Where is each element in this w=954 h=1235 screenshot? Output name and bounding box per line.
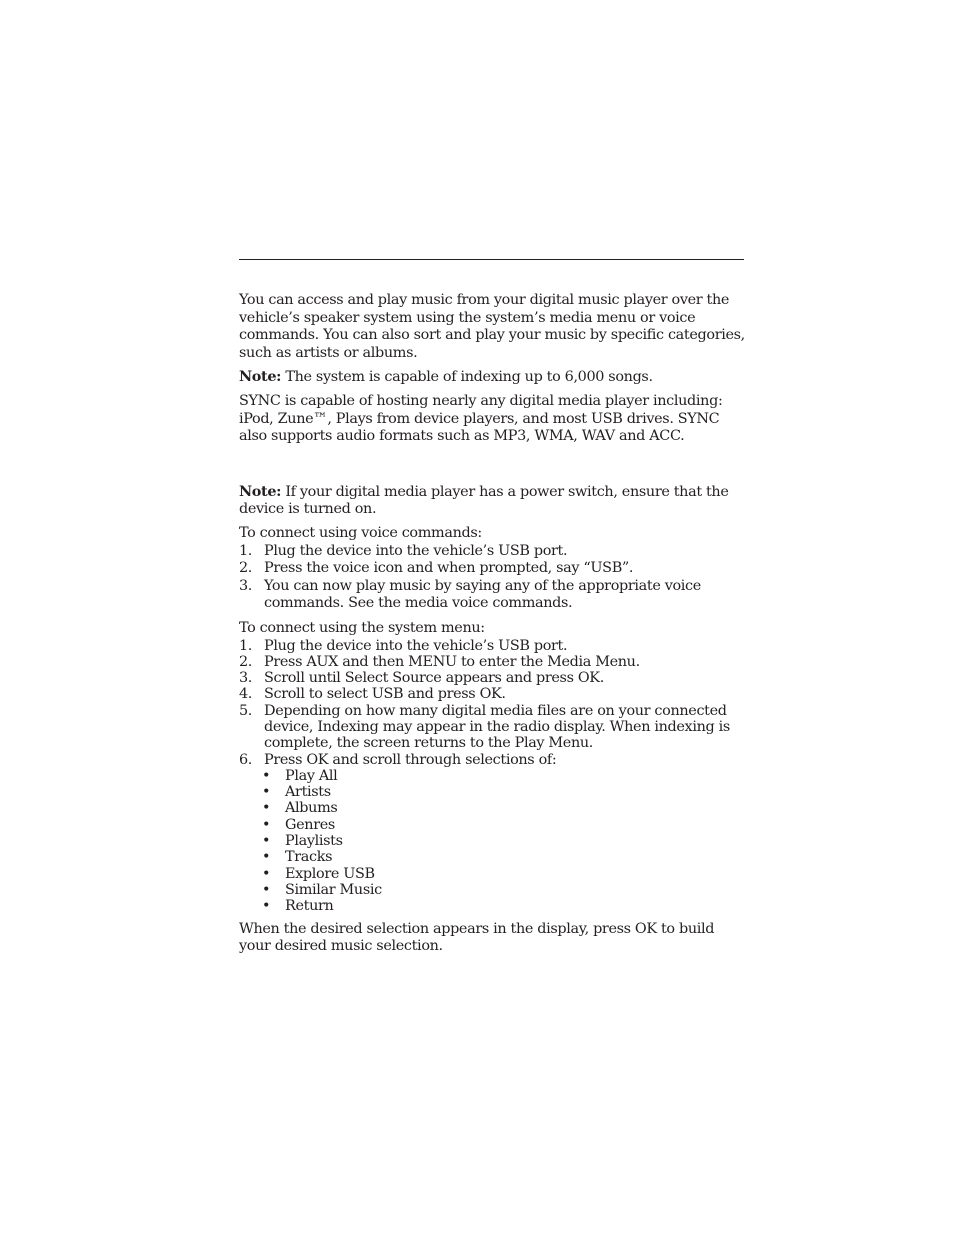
note-text: If your digital media player has a power switch, ensure that the device is turned on.: [239, 483, 729, 518]
bullet-icon: •: [262, 849, 271, 866]
selection-label: Explore USB: [285, 865, 375, 882]
list-item: [262, 882, 747, 898]
selections-list: [239, 768, 747, 915]
list-item: [262, 768, 747, 784]
step-text: Plug the device into the vehicle’s USB port.: [264, 542, 568, 559]
intro-paragraph: You can access and play music from your digital music player over the vehicle’s speaker system using the system’s media menu or voice commands. You can also sort and play your music by specific categories, such as artists or albums.: [239, 292, 745, 361]
list-item: [262, 866, 747, 882]
selection-label: Artists: [285, 784, 331, 801]
list-item: [239, 638, 747, 654]
bullet-icon: •: [262, 800, 271, 817]
voice-heading: To connect using voice commands:: [239, 524, 482, 541]
list-item: [239, 703, 747, 752]
menu-steps-list: [239, 638, 747, 768]
selection-label: Play All: [285, 767, 338, 784]
voice-steps-list: [239, 543, 747, 613]
selection-label: Tracks: [285, 849, 333, 866]
step-number: 1.: [239, 637, 253, 654]
bullet-icon: •: [262, 767, 271, 784]
step-number: 3.: [239, 670, 253, 687]
selection-label: Return: [285, 898, 334, 915]
selection-label: Albums: [285, 800, 338, 817]
selection-label: Similar Music: [285, 881, 382, 898]
step-number: 3.: [239, 577, 253, 594]
step-text: Press the voice icon and when prompted, say “USB”.: [264, 560, 634, 577]
step-text: Plug the device into the vehicle’s USB port.: [264, 637, 568, 654]
bullet-icon: •: [262, 784, 271, 801]
note-text: The system is capable of indexing up to 6,000 songs.: [281, 369, 653, 386]
list-item: [239, 670, 747, 686]
step-number: 2.: [239, 653, 253, 670]
bullet-icon: •: [262, 833, 271, 850]
step-number: 4.: [239, 686, 253, 703]
step-text: You can now play music by saying any of the appropriate voice commands. See the media voice commands.: [264, 577, 701, 612]
list-item: [262, 817, 747, 833]
note-power-switch: [239, 483, 747, 519]
step-text: Press OK and scroll through selections of:: [264, 751, 557, 768]
step-number: 2.: [239, 560, 253, 577]
note-capacity: [239, 368, 747, 387]
section-divider: [239, 259, 744, 260]
list-item: [239, 686, 747, 702]
closing-paragraph: When the desired selection appears in the display, press OK to build your desired music selection.: [239, 920, 715, 955]
list-item: [262, 898, 747, 914]
step-number: 1.: [239, 542, 253, 559]
list-item: [239, 578, 747, 613]
list-item: [262, 784, 747, 800]
note-label: Note:: [239, 482, 282, 500]
step-text: Depending on how many digital media files are on your connected device, Indexing may appear in the radio display. When indexing is complete, the screen returns to the Play Menu.: [264, 702, 730, 752]
sync-paragraph: SYNC is capable of hosting nearly any digital media player including: iPod, Zune™, Plays from device players, and most USB drives. SYNC also supports audio formats such as MP3, WMA, WAV and ACC.: [239, 392, 723, 445]
page-content: [239, 292, 747, 956]
step-number: 6.: [239, 751, 253, 768]
list-item: [239, 752, 747, 768]
bullet-icon: •: [262, 881, 271, 898]
list-item: [239, 560, 747, 578]
list-item: [239, 543, 747, 561]
list-item: [239, 654, 747, 670]
list-item: [262, 849, 747, 865]
note-label: Note:: [239, 368, 282, 386]
bullet-icon: •: [262, 816, 271, 833]
step-text: Scroll to select USB and press OK.: [264, 686, 506, 703]
menu-heading: To connect using the system menu:: [239, 619, 485, 636]
step-text: Scroll until Select Source appears and press OK.: [264, 670, 604, 687]
bullet-icon: •: [262, 898, 271, 915]
list-item: [262, 833, 747, 849]
selection-label: Playlists: [285, 833, 343, 850]
bullet-icon: •: [262, 865, 271, 882]
selection-label: Genres: [285, 816, 335, 833]
step-text: Press AUX and then MENU to enter the Media Menu.: [264, 653, 640, 670]
list-item: [262, 800, 747, 816]
step-number: 5.: [239, 702, 253, 719]
